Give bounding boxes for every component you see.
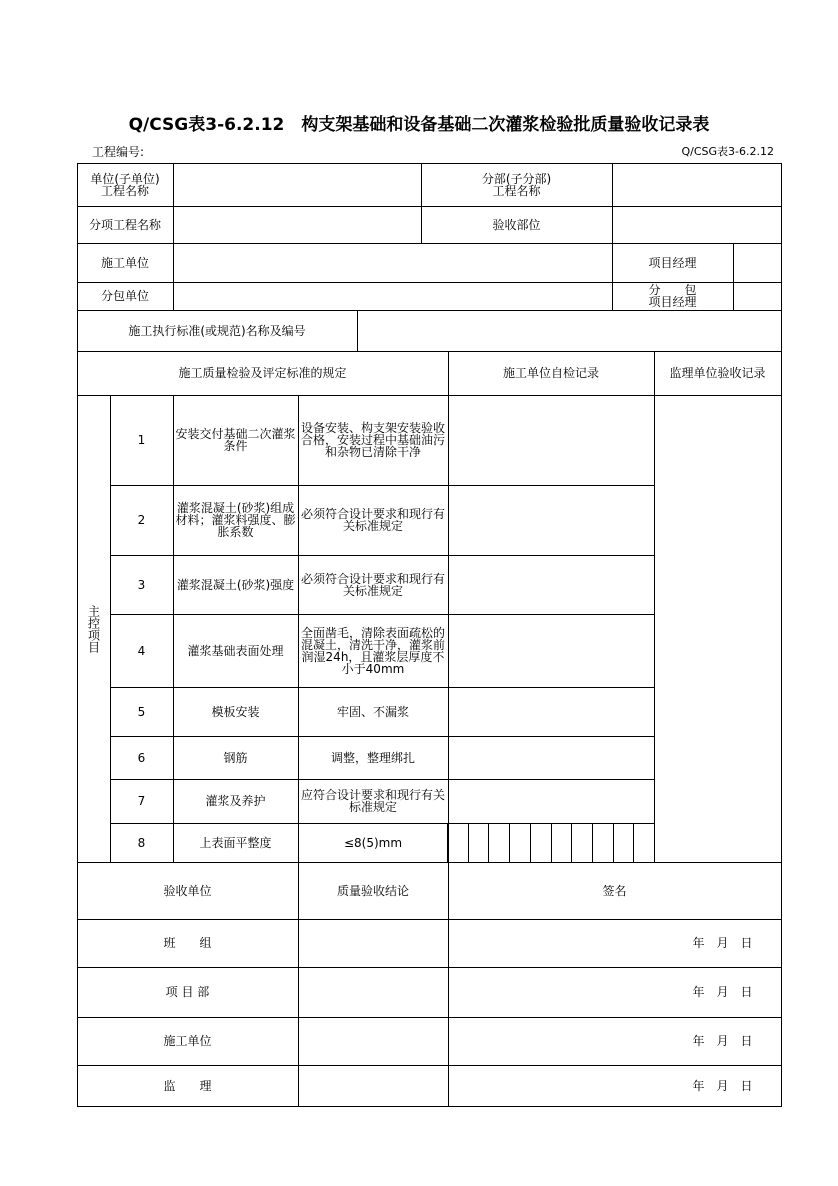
item-name: 灌浆混凝土(砂浆)组成材料；灌浆料强度、膨胀系数: [173, 485, 299, 556]
subcontract-manager-field[interactable]: [733, 282, 782, 311]
construction-unit-label: 施工单位: [77, 243, 174, 283]
item-no: 1: [110, 395, 174, 486]
item-requirement: 牢固、不漏浆: [298, 687, 449, 737]
item-project-label: 分项工程名称: [77, 206, 174, 244]
supervision-column-header: 监理单位验收记录: [654, 351, 782, 396]
measurement-cell[interactable]: [613, 823, 635, 863]
measurement-cell[interactable]: [488, 823, 510, 863]
measurement-cell[interactable]: [530, 823, 552, 863]
measurement-cell[interactable]: [447, 823, 469, 863]
item-requirement: 必须符合设计要求和现行有关标准规定: [298, 555, 449, 615]
acceptance-part-label: 验收部位: [421, 206, 613, 244]
item-requirement: 设备安装、构支架安装验收合格，安装过程中基础油污和杂物已清除干净: [298, 395, 449, 486]
measurement-cell[interactable]: [571, 823, 593, 863]
item-no: 7: [110, 779, 174, 824]
form-code: Q/CSG表3-6.2.12: [681, 145, 774, 158]
measurement-cell[interactable]: [633, 823, 655, 863]
item-name: 上表面平整度: [173, 823, 299, 863]
item-self-check-field[interactable]: [448, 395, 655, 486]
sub-project-label: 分部(子分部) 工程名称: [421, 163, 613, 207]
item-self-check-field[interactable]: [448, 485, 655, 556]
item-project-field[interactable]: [173, 206, 422, 244]
acceptance-unit: 项 目 部: [77, 967, 299, 1018]
conclusion-field[interactable]: [298, 919, 449, 968]
item-requirement: ≤8(5)mm: [298, 823, 449, 863]
item-no: 3: [110, 555, 174, 615]
item-no: 4: [110, 614, 174, 688]
self-check-column-header: 施工单位自检记录: [448, 351, 655, 396]
conclusion-field[interactable]: [298, 1017, 449, 1066]
unit-project-label: 单位(子单位) 工程名称: [77, 163, 174, 207]
sub-project-field[interactable]: [612, 163, 782, 207]
conclusion-header: 质量验收结论: [298, 862, 449, 920]
category-label: 主控项目: [77, 395, 111, 863]
acceptance-unit: 施工单位: [77, 1017, 299, 1066]
item-name: 灌浆基础表面处理: [173, 614, 299, 688]
conclusion-field[interactable]: [298, 967, 449, 1018]
measurement-cell[interactable]: [592, 823, 614, 863]
item-self-check-field[interactable]: [448, 614, 655, 688]
measurement-cells: [448, 823, 655, 863]
item-requirement: 全面凿毛，清除表面疏松的混凝土，清洗干净，灌浆前润湿24h，且灌浆层厚度不小于40mm: [298, 614, 449, 688]
item-no: 5: [110, 687, 174, 737]
item-no: 6: [110, 736, 174, 780]
conclusion-field[interactable]: [298, 1065, 449, 1107]
item-self-check-field[interactable]: [448, 555, 655, 615]
acceptance-unit: 监 理: [77, 1065, 299, 1107]
item-name: 灌浆及养护: [173, 779, 299, 824]
item-requirement: 应符合设计要求和现行有关标准规定: [298, 779, 449, 824]
signature-date[interactable]: 年 月 日: [448, 1017, 782, 1066]
acceptance-unit: 班 组: [77, 919, 299, 968]
item-requirement: 必须符合设计要求和现行有关标准规定: [298, 485, 449, 556]
measurement-cell[interactable]: [551, 823, 573, 863]
standard-label: 施工执行标准(或规范)名称及编号: [77, 310, 358, 352]
signature-date[interactable]: 年 月 日: [448, 919, 782, 968]
acceptance-part-field[interactable]: [612, 206, 782, 244]
subcontract-manager-label: 分 包 项目经理: [612, 282, 734, 311]
page-title: Q/CSG表3-6.2.12 构支架基础和设备基础二次灌浆检验批质量验收记录表: [128, 115, 710, 135]
item-no: 8: [110, 823, 174, 863]
project-manager-label: 项目经理: [612, 243, 734, 283]
supervision-record-field[interactable]: [654, 395, 782, 863]
subcontract-unit-field[interactable]: [173, 282, 613, 311]
project-manager-field[interactable]: [733, 243, 782, 283]
measurement-cell[interactable]: [468, 823, 490, 863]
item-self-check-field[interactable]: [448, 736, 655, 780]
item-name: 灌浆混凝土(砂浆)强度: [173, 555, 299, 615]
measurement-cell[interactable]: [509, 823, 531, 863]
spec-column-header: 施工质量检验及评定标准的规定: [77, 351, 449, 396]
signature-date[interactable]: 年 月 日: [448, 967, 782, 1018]
item-name: 安装交付基础二次灌浆条件: [173, 395, 299, 486]
unit-project-field[interactable]: [173, 163, 422, 207]
item-no: 2: [110, 485, 174, 556]
item-self-check-field[interactable]: [448, 779, 655, 824]
acceptance-unit-header: 验收单位: [77, 862, 299, 920]
standard-field[interactable]: [357, 310, 782, 352]
signature-header: 签名: [448, 862, 782, 920]
subcontract-unit-label: 分包单位: [77, 282, 174, 311]
signature-date[interactable]: 年 月 日: [448, 1065, 782, 1107]
construction-unit-field[interactable]: [173, 243, 613, 283]
item-self-check-field[interactable]: [448, 687, 655, 737]
item-name: 钢筋: [173, 736, 299, 780]
item-requirement: 调整，整理绑扎: [298, 736, 449, 780]
item-name: 模板安装: [173, 687, 299, 737]
project-no-label: 工程编号:: [92, 145, 145, 159]
